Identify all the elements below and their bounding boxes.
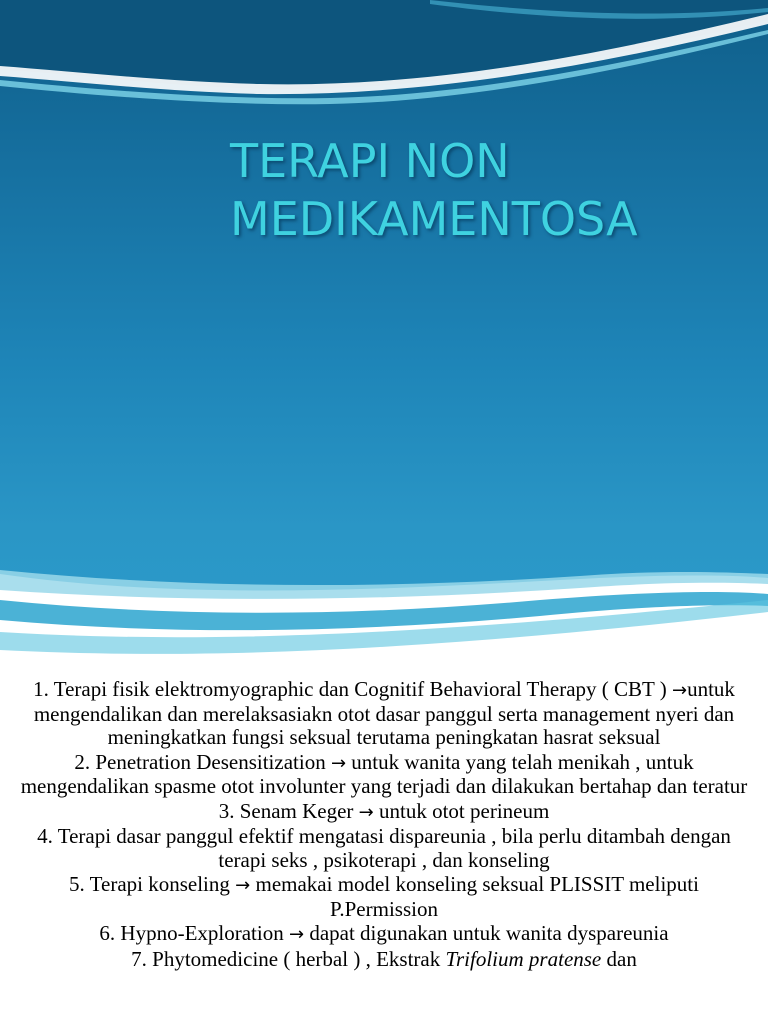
list-item: 5. Terapi konseling → memakai model konseling seksual PLISSIT meliputi P.Permission	[69, 872, 699, 921]
list-item: 2. Penetration Desensitization → untuk wanita yang telah menikah , untuk mengendalikan spasme otot involunter yang terjadi dan dilakukan bertahap dan teratur	[20, 749, 748, 798]
slide-title-line-2: MEDIKAMENTOSA	[230, 192, 638, 246]
list-item: 1. Terapi fisik elektromyographic dan Cognitif Behavioral Therapy ( CBT ) →untuk mengendalikan dan merelaksasiakn otot dasar panggul serta management nyeri dan meningkatkan fungsi seksual terutama peningkatan hasrat seksual	[33, 677, 735, 749]
right-arrow-icon: →	[671, 680, 688, 701]
right-arrow-icon: →	[288, 924, 305, 945]
right-arrow-icon: →	[358, 801, 374, 823]
slide-title-line-1: TERAPI NON	[230, 134, 510, 188]
list-item: 7. Phytomedicine ( herbal ) , Ekstrak Trifolium pratense dan	[131, 946, 637, 971]
list-item: 3. Senam Keger → untuk otot perineum	[218, 798, 550, 823]
bottom-wave-decoration	[0, 560, 768, 660]
list-item: 4. Terapi dasar panggul efektif mengatasi dispareunia , bila perlu ditambah dengan terapi seks , psikoterapi , dan konseling	[37, 824, 731, 872]
list-item: 6. Hypno-Exploration → dapat digunakan untuk wanita dyspareunia	[99, 921, 669, 945]
right-arrow-icon: →	[235, 875, 251, 896]
slide-title	[230, 132, 750, 248]
slide-body-list	[18, 678, 750, 972]
top-wave-decoration	[0, 0, 768, 110]
right-arrow-icon: →	[330, 752, 347, 774]
